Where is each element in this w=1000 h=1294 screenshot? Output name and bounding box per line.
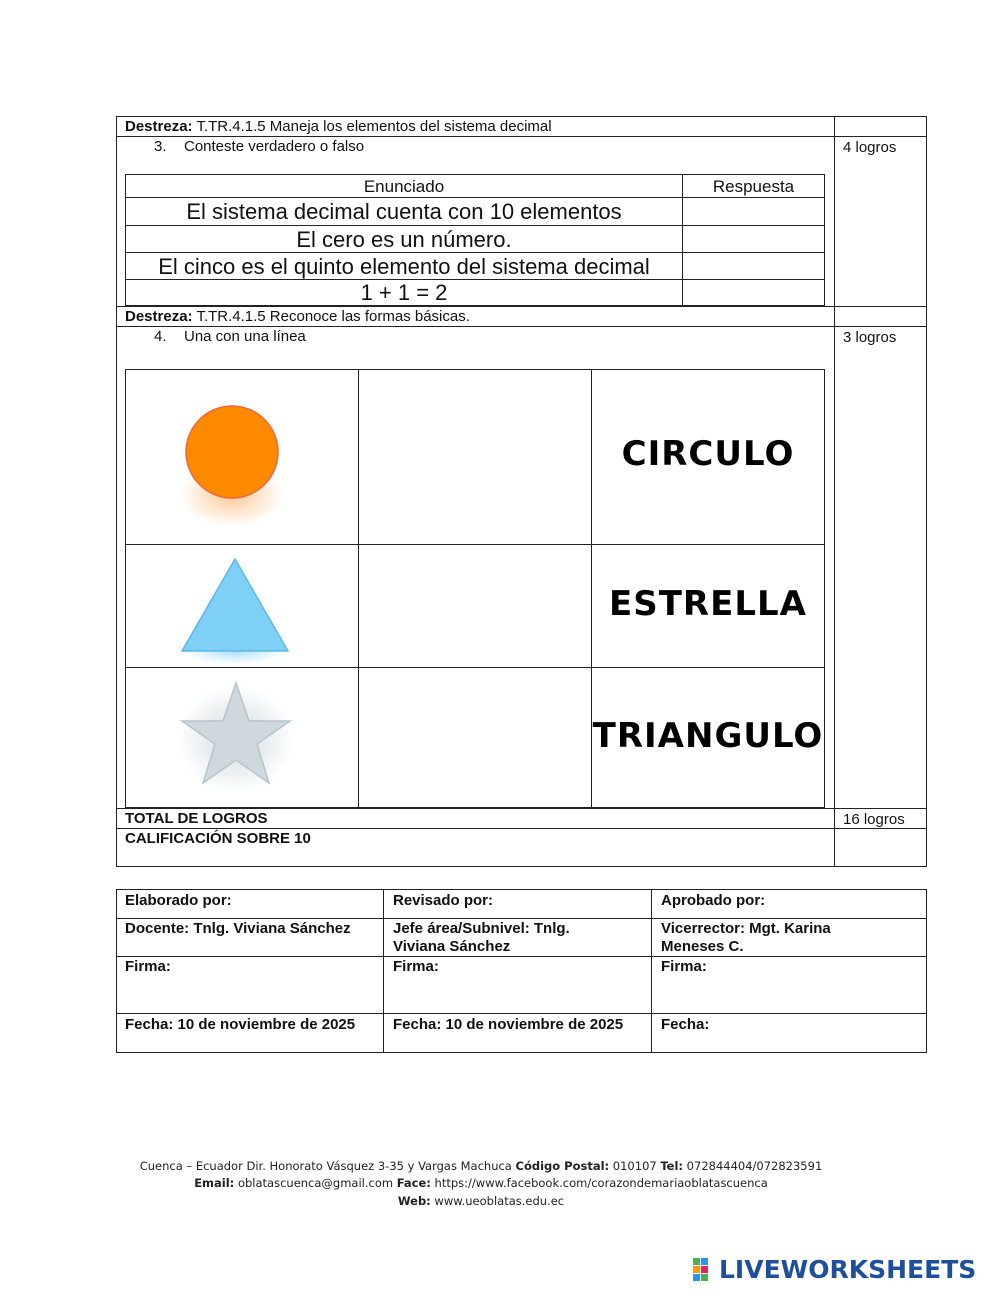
circle-shape[interactable] [170,395,300,535]
statement-1: El sistema decimal cuenta con 10 elementos [186,199,622,224]
header-respuesta: Respuesta [712,177,795,196]
footer-address: Cuenca – Ecuador Dir. Honorato Vásquez 3-35 y Vargas Machuca Código Postal: 010107 Tel: 072844404/072823591 [139,1159,823,1173]
answer-input-1[interactable] [684,199,823,224]
liveworksheets-icon [693,1258,717,1282]
liveworksheets-logo [693,1255,993,1285]
match-area-1[interactable] [360,371,590,543]
firma-3: Firma: [661,958,707,975]
calificacion-label: CALIFICACIÓN SOBRE 10 [125,830,311,847]
liveworksheets-text: LIVEWORKSHEETS [719,1255,977,1284]
triangle-shape[interactable] [170,548,300,666]
footer-web: Web: www.ueoblatas.edu.ec [397,1194,565,1208]
fecha-2: Fecha: 10 de noviembre de 2025 [393,1016,624,1033]
header-revisado: Revisado por: [393,892,494,909]
destreza-2: Destreza: T.TR.4.1.5 Reconoce las formas básicas. [125,308,470,325]
word-circulo[interactable]: CIRCULO [621,434,795,474]
total-logros-value: 16 logros [843,811,905,828]
logros-section-1: 4 logros [843,139,897,156]
total-logros-label: TOTAL DE LOGROS [125,810,268,827]
destreza-1: Destreza: T.TR.4.1.5 Maneja los elementos del sistema decimal [125,118,552,135]
match-area-2[interactable] [360,546,590,666]
answer-input-4[interactable] [684,281,823,304]
footer-contact: Email: oblatascuenca@gmail.com Face: https://www.facebook.com/corazondemariaoblatascuenca [194,1176,768,1190]
header-enunciado: Enunciado [363,177,445,196]
name-docente: Docente: Tnlg. Viviana Sánchez [125,920,351,937]
word-estrella[interactable]: ESTRELLA [609,584,807,624]
word-triangulo[interactable]: TRIANGULO [592,716,824,756]
question-3-number: 3. [154,138,167,155]
fecha-3: Fecha: [661,1016,710,1033]
name-jefe-area: Jefe área/Subnivel: Tnlg. Viviana Sánchez [393,920,570,955]
match-area-3[interactable] [360,669,590,806]
firma-1: Firma: [125,958,171,975]
answer-input-2[interactable] [684,227,823,251]
star-shape[interactable] [176,675,296,795]
question-3-text: Conteste verdadero o falso [184,138,365,155]
question-4-number: 4. [154,328,167,345]
statement-4: 1 + 1 = 2 [360,280,448,305]
question-4-text: Una con una línea [184,328,306,345]
grade-input[interactable] [836,830,925,865]
firma-2: Firma: [393,958,439,975]
statement-2: El cero es un número. [296,227,512,252]
name-vicerrector: Vicerrector: Mgt. Karina Meneses C. [661,920,831,955]
header-elaborado: Elaborado por: [125,892,232,909]
fecha-1: Fecha: 10 de noviembre de 2025 [125,1016,356,1033]
answer-input-3[interactable] [684,254,823,278]
statement-3: El cinco es el quinto elemento del sistema decimal [158,254,650,279]
header-aprobado: Aprobado por: [661,892,766,909]
logros-section-2: 3 logros [843,329,897,346]
